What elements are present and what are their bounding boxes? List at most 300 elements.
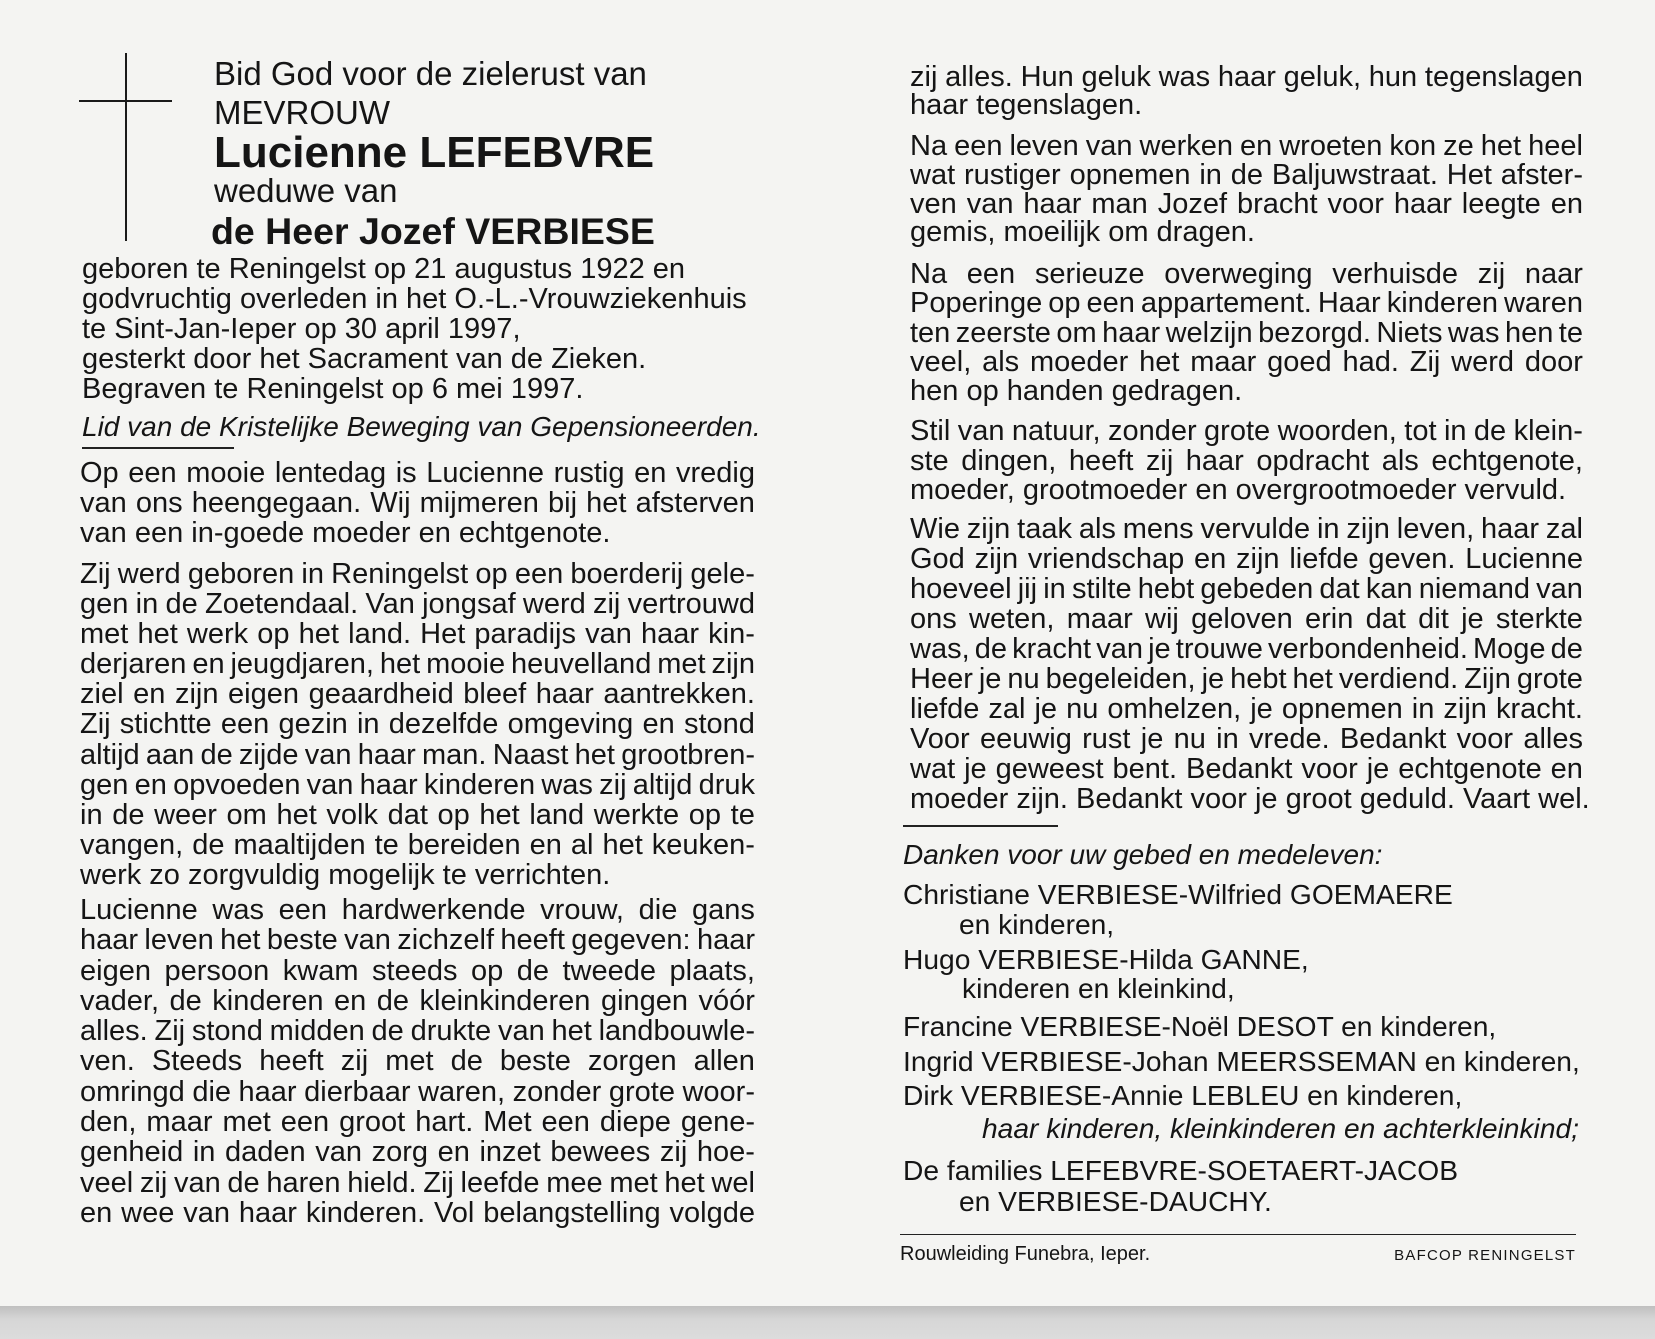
word: en [133, 678, 166, 711]
word: vriendschap [1027, 543, 1185, 575]
word: weten, [969, 603, 1055, 635]
text-line [910, 544, 1583, 574]
text-line [910, 316, 1583, 349]
word: de [169, 984, 202, 1017]
word: hield. [347, 1166, 417, 1199]
text-line [80, 679, 755, 709]
word: grote [1516, 663, 1583, 695]
word: volk [326, 798, 378, 831]
word: de [112, 798, 145, 831]
word: zal [988, 693, 1026, 725]
word: hart. [415, 1106, 474, 1139]
word: van [183, 1196, 231, 1229]
word: geven. [1368, 543, 1456, 575]
word: op [475, 558, 508, 590]
word: zijn [966, 513, 1011, 545]
word: zijn [1236, 543, 1280, 575]
word: de [371, 1015, 404, 1048]
word: in [135, 588, 159, 621]
word: vervulde [1200, 513, 1311, 545]
word: en [634, 457, 667, 489]
word: van [344, 924, 391, 957]
word: Naast [492, 738, 569, 771]
word: dierbaar [304, 1075, 411, 1108]
word: te [730, 798, 755, 831]
word: tegenslagen [1424, 61, 1583, 93]
text-line [80, 800, 755, 830]
word: zij [659, 1136, 688, 1169]
word: het [137, 618, 178, 651]
word: man [1091, 187, 1148, 220]
word: beste [266, 924, 338, 957]
word: vrede. [1249, 723, 1330, 755]
family-line: Ingrid VERBIESE-Johan MEERSSEMAN en kinderen, [903, 1045, 1580, 1077]
word: Baljuwstraat. [1271, 158, 1438, 191]
word: het [1480, 130, 1522, 162]
word: en [1194, 543, 1227, 575]
word: het [586, 487, 627, 519]
word: alles. [945, 61, 1013, 93]
word: Bedankt [1185, 753, 1293, 785]
word: en [1550, 187, 1583, 220]
word: het [664, 1166, 705, 1199]
word: land. [348, 618, 412, 651]
word: geweest [995, 753, 1104, 785]
word: overweging [1164, 258, 1313, 290]
word: grote [1204, 415, 1271, 447]
word: het [1139, 345, 1180, 378]
word: veel [80, 1166, 134, 1199]
word: met [385, 1045, 434, 1078]
word: rustig [553, 457, 625, 489]
word: waren [1503, 287, 1583, 320]
word: nu [1007, 663, 1040, 695]
word: Steeds [151, 1045, 243, 1078]
word: vader, [80, 984, 159, 1017]
word: Zij [154, 1015, 186, 1048]
word: alles [1523, 723, 1583, 755]
word: te [1558, 316, 1583, 349]
word: op [688, 798, 722, 831]
word: kracht. [1495, 693, 1583, 725]
family-line: Francine VERBIESE-Noël DESOT en kinderen, [903, 1010, 1497, 1042]
word: dat [1365, 603, 1406, 635]
word: gezin [278, 708, 348, 741]
word: gele- [690, 558, 755, 590]
word: goed [1267, 345, 1332, 378]
word: gans [692, 894, 755, 926]
word: haar [1102, 316, 1161, 349]
detail-line: gesterkt door het Sacrament van de Zieken. [82, 342, 647, 375]
word: altijd [632, 768, 693, 801]
word: de [200, 738, 233, 771]
paragraph-right-1 [910, 63, 1583, 119]
word: druk [698, 768, 755, 801]
word: Na [910, 258, 948, 290]
word: man. [422, 738, 487, 771]
word: in [356, 708, 380, 741]
paragraph-right-3 [910, 260, 1583, 406]
word: werk [186, 618, 249, 651]
word: en [529, 828, 562, 861]
word: verbondenheid. [1267, 633, 1468, 665]
text-line [80, 925, 755, 955]
word: rust [1082, 723, 1131, 755]
word: de [376, 984, 410, 1017]
word: in [1411, 693, 1435, 725]
word: haar [1185, 444, 1244, 477]
word: zij [592, 588, 621, 621]
word: leven [1009, 130, 1079, 162]
paragraph-right-4 [910, 417, 1583, 506]
word: een [128, 457, 177, 489]
word: het [379, 648, 421, 681]
word: Vol [434, 1196, 475, 1229]
word: haar [1481, 513, 1540, 545]
word: met [80, 618, 129, 651]
word: was [541, 768, 593, 801]
word: aantrekken. [603, 678, 755, 711]
word: op [470, 954, 504, 987]
word: landbouwle- [598, 1015, 755, 1048]
divider-left [82, 447, 234, 449]
title-line: MEVROUW [214, 94, 390, 131]
word: dingen, [961, 444, 1057, 477]
word: in [1316, 513, 1340, 545]
word: derjaren [80, 648, 187, 681]
word: opnemen [1281, 693, 1403, 725]
word: jij [1017, 573, 1038, 605]
word: tweede [562, 954, 657, 987]
text-line [80, 1046, 755, 1076]
word: maar [1066, 603, 1133, 635]
word: en [192, 648, 225, 681]
word: altijd [80, 738, 140, 771]
word: paradijs [474, 618, 576, 651]
word: daden [224, 1136, 306, 1169]
word: mooie [186, 457, 266, 489]
word: vóór [698, 984, 755, 1017]
word: zal [1545, 513, 1583, 545]
word: je [1461, 603, 1484, 635]
text-line: hen op handen gedragen. [910, 375, 1243, 408]
word: van [1536, 573, 1583, 605]
text-line [910, 158, 1583, 191]
word: zij [139, 1166, 168, 1199]
word: maar [146, 1106, 213, 1139]
thanks-heading: Danken voor uw gebed en medeleven: [903, 839, 1383, 870]
word: klein- [1513, 415, 1583, 447]
word: afster- [1500, 158, 1583, 191]
word: de [974, 633, 1008, 665]
word: grootbren- [621, 738, 755, 771]
word: Heer [910, 663, 973, 695]
text-line [910, 132, 1583, 161]
word: dezelfde [388, 708, 499, 741]
word: zijn [711, 648, 755, 681]
word: wat [910, 753, 956, 785]
word: naar [1524, 258, 1583, 290]
word: haar [640, 618, 700, 651]
word: je [964, 753, 987, 785]
word: kleinkinderen [419, 984, 591, 1017]
word: haar [357, 738, 416, 771]
word: Zijn [1464, 663, 1511, 695]
word: nu [1066, 693, 1099, 725]
word: begeleiden, [1045, 663, 1196, 695]
word: aan [145, 738, 195, 771]
word: je [978, 663, 1002, 695]
text-line [80, 1016, 755, 1046]
printer-credit: BAFCOP RENINGELST [1394, 1247, 1576, 1264]
word: zij [910, 61, 938, 93]
word: bezorgd. [1258, 316, 1371, 349]
birth-death-details [82, 255, 747, 404]
word: mooie [426, 648, 506, 681]
cross-vertical-bar [125, 53, 127, 241]
text-line [910, 417, 1583, 447]
word: van [173, 1166, 221, 1199]
word: ven. [80, 1045, 135, 1078]
word: ste [910, 444, 949, 477]
word: het [1292, 663, 1333, 695]
word: boerderij [570, 558, 684, 590]
word: heeft [500, 924, 565, 957]
family-line: kinderen en kleinkind, [962, 972, 1235, 1004]
word: als [1381, 444, 1419, 477]
word: van [585, 618, 632, 651]
membership-line: Lid van de Kristelijke Beweging van Gepensioneerden. [82, 411, 761, 442]
word: vrouw, [540, 894, 624, 926]
word: waren, [418, 1075, 506, 1108]
text-line [910, 754, 1583, 784]
word: echtgenote [1398, 753, 1542, 785]
word: Van [365, 588, 415, 621]
word: eeuwig [979, 723, 1072, 755]
word: werd [117, 558, 181, 590]
word: haar [238, 1075, 297, 1108]
word: geaardheid [308, 678, 454, 711]
word: een [541, 1106, 590, 1139]
word: hebt [1230, 663, 1287, 695]
word: geloven [1191, 603, 1293, 635]
word: van [304, 738, 352, 771]
word: zorg [371, 1136, 429, 1169]
word: geluk [1081, 61, 1151, 93]
word: in [192, 1136, 216, 1169]
text-line [910, 444, 1583, 477]
paragraph-left-1 [80, 458, 755, 548]
word: bleef [463, 678, 527, 711]
word: door [1524, 345, 1583, 378]
word: geboren [187, 558, 295, 590]
text-line [910, 694, 1583, 724]
deceased-name: Lucienne LEFEBVRE [214, 128, 655, 177]
word: weer [154, 798, 217, 831]
word: op [437, 798, 470, 831]
divider-right [903, 825, 1058, 827]
word: Wie [910, 513, 960, 545]
word: was [1158, 61, 1211, 93]
word: werkte [593, 798, 680, 831]
word: zijn [1346, 513, 1390, 545]
prayer-line: Bid God voor de zielerust van [214, 55, 647, 92]
family-line: Hugo VERBIESE-Hilda GANNE, [903, 943, 1309, 975]
word: mens [1122, 513, 1194, 545]
word: een [1086, 287, 1135, 320]
word: wij [1145, 603, 1179, 635]
family-line: haar kinderen, kleinkinderen en achterkleinkind; [982, 1112, 1580, 1144]
word: bereiden [407, 828, 521, 861]
word: van [306, 768, 354, 801]
word: van [315, 1136, 362, 1169]
word: Lucienne [1465, 543, 1583, 575]
word: je [1201, 663, 1225, 695]
word: de [1230, 158, 1264, 191]
word: leven, [1396, 513, 1475, 545]
word: haar [535, 678, 594, 711]
word: te [374, 828, 399, 861]
word: een [278, 894, 328, 926]
word: zij [340, 1045, 369, 1078]
word: leegte [1461, 187, 1541, 220]
word: om [1056, 316, 1097, 349]
word: gen [80, 588, 129, 621]
word: niemand [1418, 573, 1530, 605]
word: werken [1139, 130, 1233, 162]
word: een [966, 258, 1016, 290]
word: mijmeren [419, 487, 539, 519]
word: verdiend. [1338, 663, 1459, 695]
word: zijde [238, 738, 299, 771]
word: Lucienne [426, 457, 544, 489]
word: lentedag [274, 457, 387, 489]
scan-bottom-edge [0, 1306, 1655, 1339]
word: haar [696, 924, 755, 957]
word: met [609, 1166, 658, 1199]
family-line: en kinderen, [959, 908, 1115, 940]
word: haar [359, 768, 418, 801]
text-line [910, 345, 1583, 378]
word: genheid [80, 1136, 184, 1169]
word: zichzelf [397, 924, 494, 957]
text-line [80, 770, 755, 800]
word: Op [80, 457, 119, 489]
word: natuur, [1011, 415, 1101, 447]
word: woor- [682, 1075, 755, 1108]
word: opvoeden [173, 768, 301, 801]
word: opnemen [1069, 158, 1191, 191]
text-line: gemis, moeilijk om dragen. [910, 216, 1255, 249]
word: woorden, [1277, 415, 1397, 447]
word: Het [1446, 158, 1492, 191]
text-line: moeder, grootmoeder en overgrootmoeder vervuld. [910, 474, 1567, 507]
word: met [657, 648, 706, 681]
word: om [226, 798, 267, 831]
word: als [982, 345, 1020, 378]
word: het [479, 798, 520, 831]
word: gebeden [1200, 573, 1314, 605]
family-line: en VERBIESE-DAUCHY. [959, 1185, 1272, 1217]
word: welzijn [1165, 316, 1253, 349]
word: haar [1393, 187, 1452, 220]
detail-line: geboren te Reningelst op 21 augustus 1922 en [82, 253, 686, 285]
word: van [957, 415, 1005, 447]
word: kinderen [212, 984, 324, 1017]
word: je [1250, 693, 1273, 725]
word: je [1140, 723, 1164, 755]
word: hoe- [696, 1136, 755, 1169]
word: in [301, 558, 324, 590]
word: Na [910, 130, 948, 162]
word: je [1034, 693, 1058, 725]
word: zeerste [955, 316, 1051, 349]
word: is [395, 457, 417, 489]
text-line [80, 986, 755, 1016]
word: hun [1368, 61, 1418, 93]
word: land [529, 798, 585, 831]
text-line [80, 619, 755, 649]
word: van [497, 1015, 545, 1048]
word: wee [121, 1196, 175, 1229]
word: ons [910, 603, 957, 635]
word: Zij [1409, 345, 1441, 378]
word: voor [1456, 723, 1514, 755]
word: jeugdjaren, [230, 648, 374, 681]
text-line [80, 1198, 755, 1228]
text-line [910, 724, 1583, 754]
word: de [516, 954, 549, 987]
word: Wij [370, 487, 411, 519]
word: maaltijden [233, 828, 366, 861]
word: Poperinge [910, 287, 1043, 320]
text-line [80, 1137, 755, 1167]
word: zij [599, 768, 627, 801]
word: haar [238, 1196, 297, 1229]
word: was [212, 894, 264, 926]
word: hen [1504, 316, 1554, 349]
text-line [910, 289, 1583, 318]
cross-horizontal-bar [79, 100, 172, 102]
word: mee [546, 1166, 603, 1199]
word: heel [1528, 130, 1583, 162]
text-line [910, 574, 1583, 604]
word: als [1078, 513, 1116, 545]
word: diepe [599, 1106, 671, 1139]
word: Moge [1473, 633, 1546, 665]
word: in [1216, 723, 1239, 755]
word: ze [1443, 130, 1474, 162]
word: de [1473, 415, 1507, 447]
word: Stil [910, 415, 951, 447]
word: appartement. [1140, 287, 1312, 320]
word: Zij [80, 708, 111, 741]
word: Jozef [1157, 187, 1228, 220]
word: sterkte [1495, 603, 1583, 635]
word: in [1443, 415, 1467, 447]
word: veel, [910, 345, 972, 378]
family-line: Christiane VERBIESE-Wilfried GOEMAERE [903, 878, 1453, 910]
word: kinderen [1386, 287, 1498, 320]
word: de [450, 1045, 483, 1078]
paragraph-right-2 [910, 132, 1583, 247]
text-line [80, 1168, 755, 1198]
word: alles. [80, 1015, 148, 1048]
word: hardwerkende [341, 894, 526, 926]
word: met [222, 1106, 271, 1139]
word: inzet [479, 1136, 541, 1169]
spouse-name: de Heer Jozef VERBIESE [211, 210, 655, 252]
